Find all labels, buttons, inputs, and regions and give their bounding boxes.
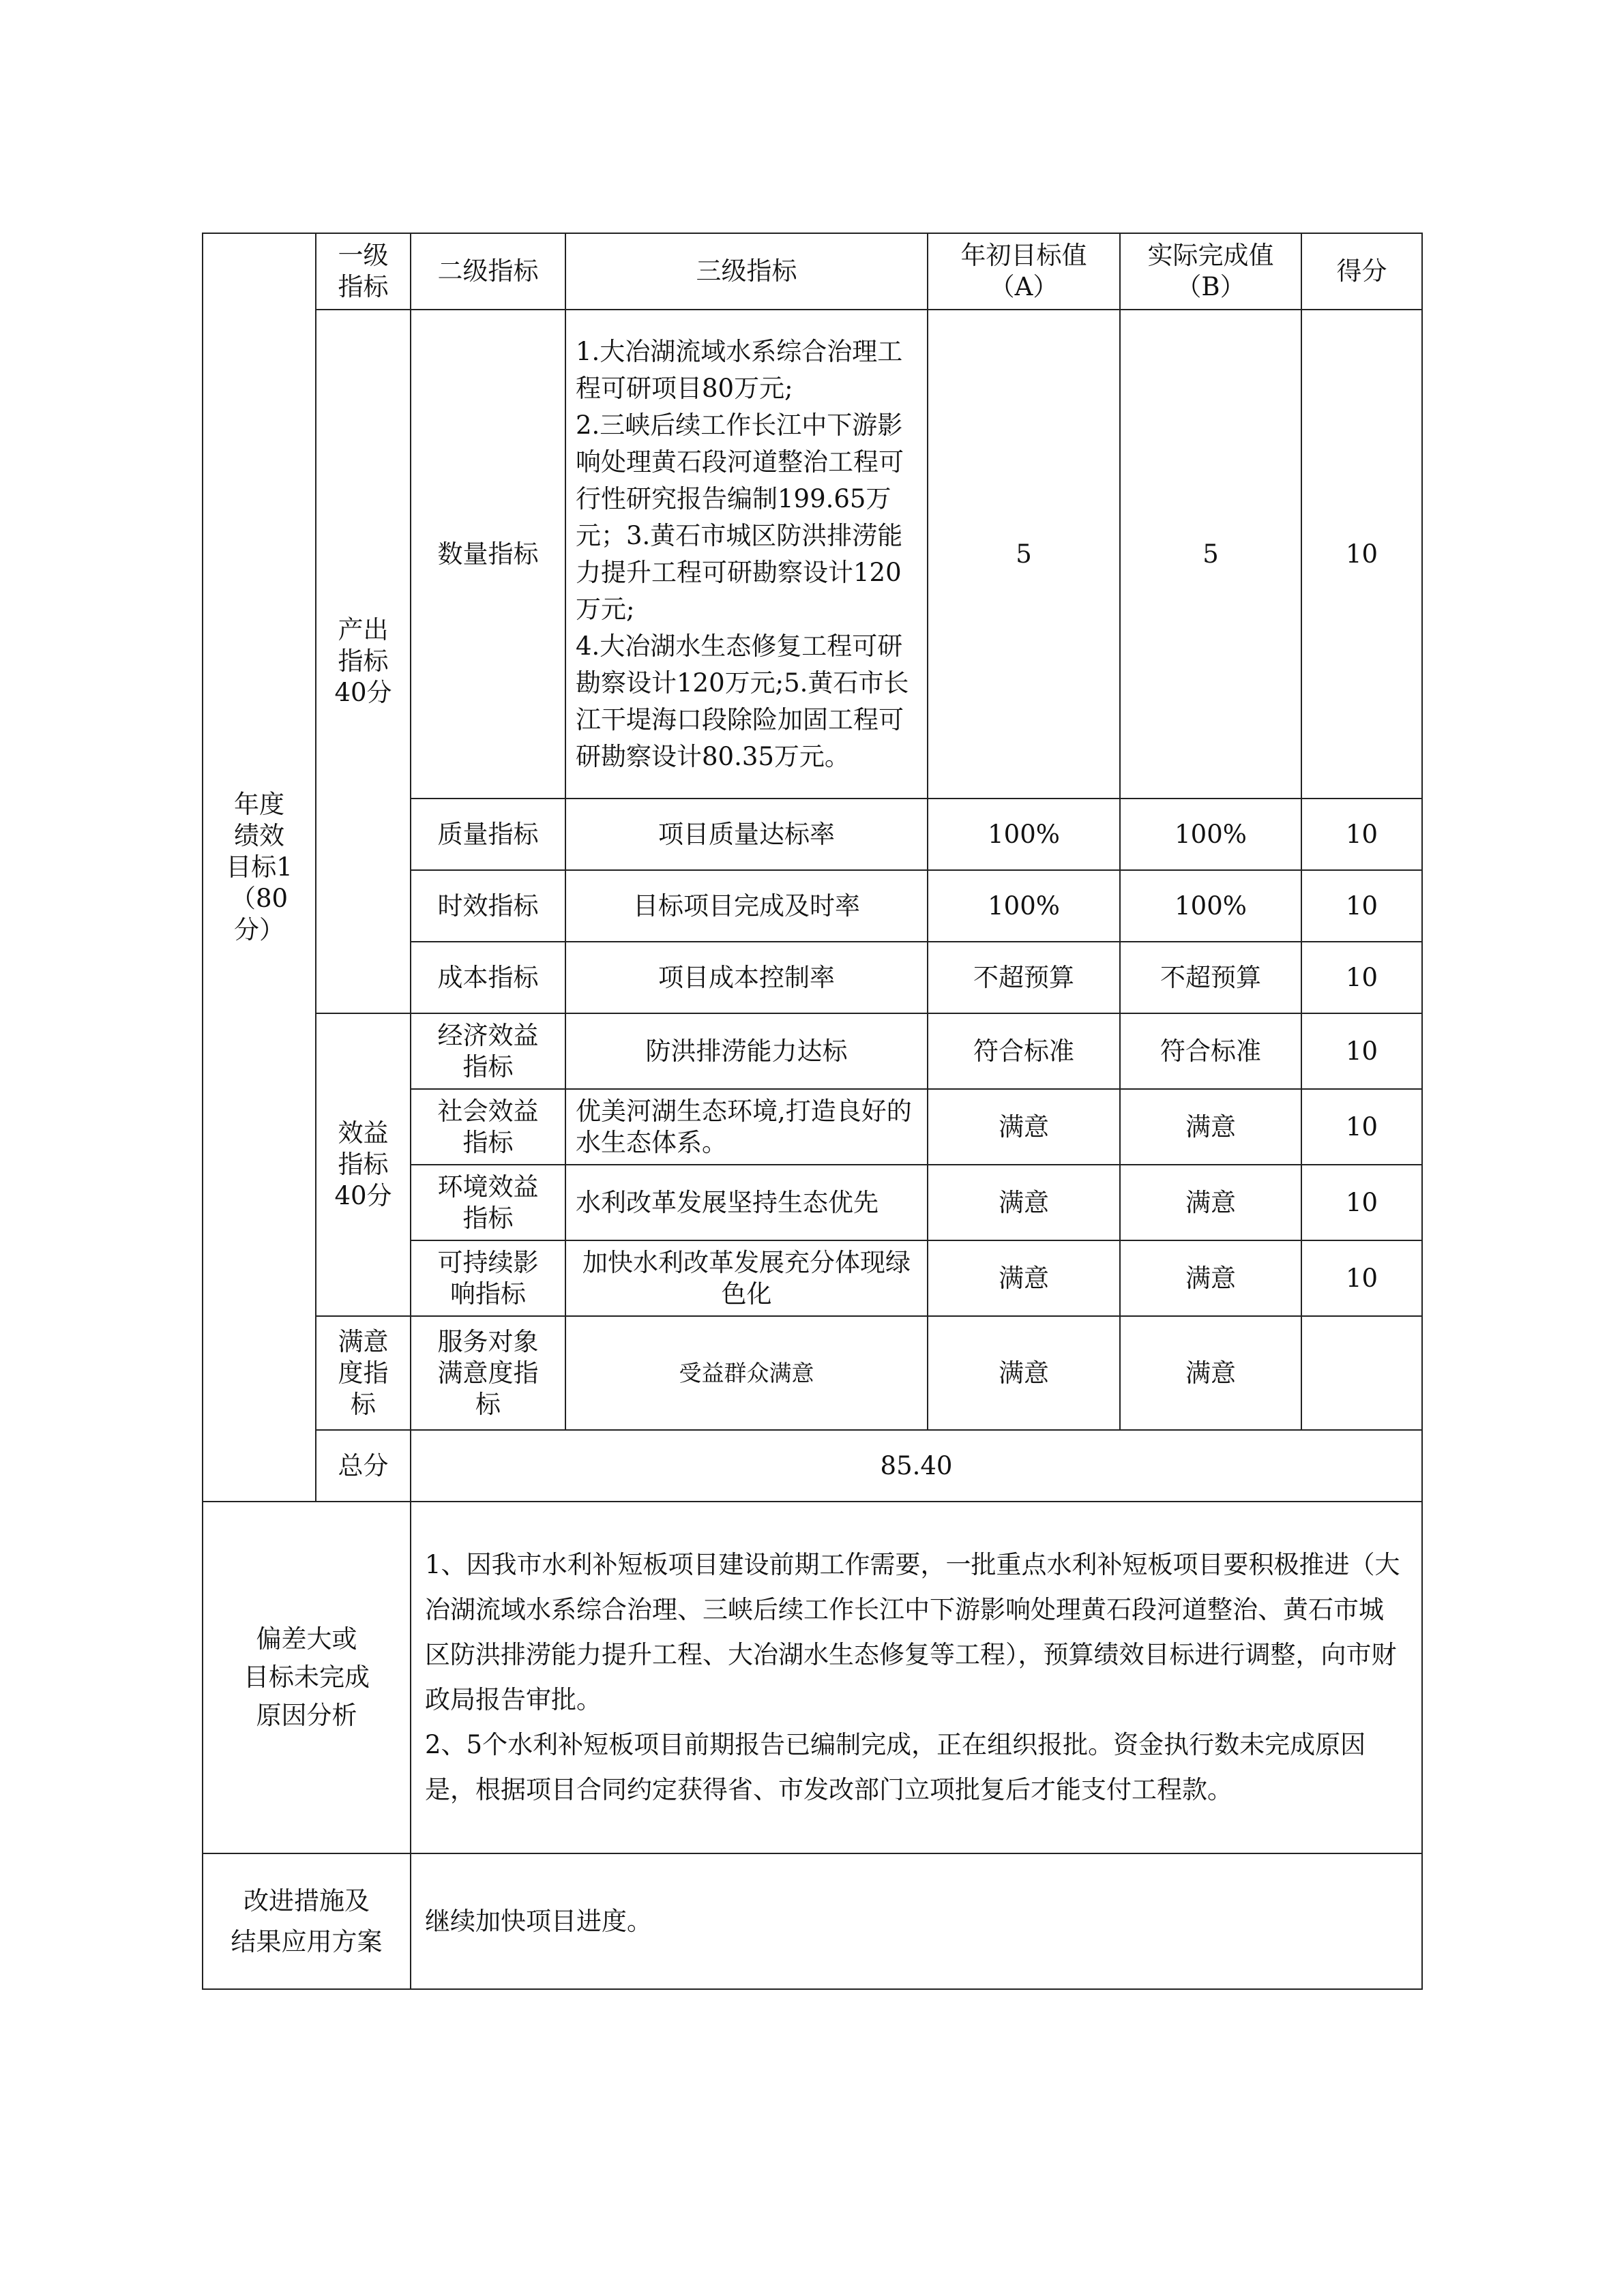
score-cell: 10 bbox=[1301, 942, 1422, 1013]
total-label: 总分 bbox=[316, 1430, 411, 1502]
group-benefit: 效益 指标 40分 bbox=[316, 1013, 411, 1316]
level2-cell: 经济效益 指标 bbox=[411, 1013, 565, 1089]
table-row bbox=[203, 1316, 1422, 1430]
header-level1: 一级 指标 bbox=[316, 233, 411, 310]
header-target: 年初目标值 （A） bbox=[928, 233, 1120, 310]
score-cell: 10 bbox=[1301, 1089, 1422, 1165]
level3-cell: 项目成本控制率 bbox=[565, 942, 928, 1013]
table-row bbox=[203, 1013, 1422, 1089]
target-cell: 满意 bbox=[928, 1316, 1120, 1430]
actual-cell: 满意 bbox=[1120, 1316, 1301, 1430]
level2-cell: 环境效益 指标 bbox=[411, 1165, 565, 1240]
level2-cell: 质量指标 bbox=[411, 799, 565, 870]
deviation-label: 偏差大或 目标未完成 原因分析 bbox=[203, 1502, 411, 1853]
score-cell: 10 bbox=[1301, 1240, 1422, 1316]
level2-cell: 时效指标 bbox=[411, 870, 565, 942]
header-actual: 实际完成值 （B） bbox=[1120, 233, 1301, 310]
score-cell bbox=[1301, 1316, 1422, 1430]
target-cell: 满意 bbox=[928, 1240, 1120, 1316]
table-row bbox=[203, 310, 1422, 799]
actual-cell: 100% bbox=[1120, 870, 1301, 942]
score-cell: 10 bbox=[1301, 310, 1422, 799]
deviation-row bbox=[203, 1502, 1422, 1853]
header-level2: 二级指标 bbox=[411, 233, 565, 310]
actual-cell: 符合标准 bbox=[1120, 1013, 1301, 1089]
level3-cell: 受益群众满意 bbox=[565, 1316, 928, 1430]
target-cell: 满意 bbox=[928, 1089, 1120, 1165]
level3-cell: 1.大冶湖流域水系综合治理工程可研项目80万元; 2.三峡后续工作长江中下游影响处理黄石段河道整治工程可行性研究报告编制199.65万元；3.黄石市城区防洪排涝能力提升工程可研勘察设计120万元; 4.大冶湖水生态修复工程可研勘察设计120万元;5.黄石市长江干堤海口段除险加固工程可研勘察设计80.35万元。 bbox=[565, 310, 928, 799]
annual-goal-label: 年度 绩效 目标1 （80 分） bbox=[203, 233, 316, 1502]
score-cell: 10 bbox=[1301, 1013, 1422, 1089]
score-cell: 10 bbox=[1301, 799, 1422, 870]
target-cell: 100% bbox=[928, 799, 1120, 870]
actual-cell: 不超预算 bbox=[1120, 942, 1301, 1013]
target-cell: 满意 bbox=[928, 1165, 1120, 1240]
header-level3: 三级指标 bbox=[565, 233, 928, 310]
level2-cell: 数量指标 bbox=[411, 310, 565, 799]
actual-cell: 满意 bbox=[1120, 1240, 1301, 1316]
improvement-row bbox=[203, 1853, 1422, 1989]
improvement-text: 继续加快项目进度。 bbox=[411, 1853, 1422, 1989]
level2-cell: 服务对象 满意度指 标 bbox=[411, 1316, 565, 1430]
level2-cell: 成本指标 bbox=[411, 942, 565, 1013]
score-cell: 10 bbox=[1301, 1165, 1422, 1240]
target-cell: 100% bbox=[928, 870, 1120, 942]
level3-cell: 水利改革发展坚持生态优先 bbox=[565, 1165, 928, 1240]
actual-cell: 满意 bbox=[1120, 1089, 1301, 1165]
group-satisfaction: 满意 度指 标 bbox=[316, 1316, 411, 1430]
level3-cell: 项目质量达标率 bbox=[565, 799, 928, 870]
group-output: 产出 指标 40分 bbox=[316, 310, 411, 1013]
level3-cell: 目标项目完成及时率 bbox=[565, 870, 928, 942]
deviation-paragraph-2: 2、5个水利补短板项目前期报告已编制完成，正在组织报批。资金执行数未完成原因是，根据项目合同约定获得省、市发改部门立项批复后才能支付工程款。 bbox=[425, 1730, 1366, 1804]
target-cell: 不超预算 bbox=[928, 942, 1120, 1013]
header-row bbox=[203, 233, 1422, 310]
target-cell: 符合标准 bbox=[928, 1013, 1120, 1089]
target-cell: 5 bbox=[928, 310, 1120, 799]
level3-cell: 优美河湖生态环境,打造良好的水生态体系。 bbox=[565, 1089, 928, 1165]
actual-cell: 100% bbox=[1120, 799, 1301, 870]
header-score: 得分 bbox=[1301, 233, 1422, 310]
total-row bbox=[203, 1430, 1422, 1502]
total-value: 85.40 bbox=[411, 1430, 1422, 1502]
level3-cell: 防洪排涝能力达标 bbox=[565, 1013, 928, 1089]
score-cell: 10 bbox=[1301, 870, 1422, 942]
actual-cell: 5 bbox=[1120, 310, 1301, 799]
performance-table bbox=[202, 233, 1423, 1990]
deviation-analysis bbox=[411, 1502, 1422, 1853]
level2-cell: 社会效益 指标 bbox=[411, 1089, 565, 1165]
improvement-label: 改进措施及 结果应用方案 bbox=[203, 1853, 411, 1989]
deviation-paragraph-1: 1、因我市水利补短板项目建设前期工作需要，一批重点水利补短板项目要积极推进（大冶湖流域水系综合治理、三峡后续工作长江中下游影响处理黄石段河道整治、黄石市城区防洪排涝能力提升工程、大冶湖水生态修复等工程），预算绩效目标进行调整，向市财政局报告审批。 bbox=[425, 1550, 1400, 1714]
level2-cell: 可持续影 响指标 bbox=[411, 1240, 565, 1316]
level3-cell: 加快水利改革发展充分体现绿色化 bbox=[565, 1240, 928, 1316]
actual-cell: 满意 bbox=[1120, 1165, 1301, 1240]
